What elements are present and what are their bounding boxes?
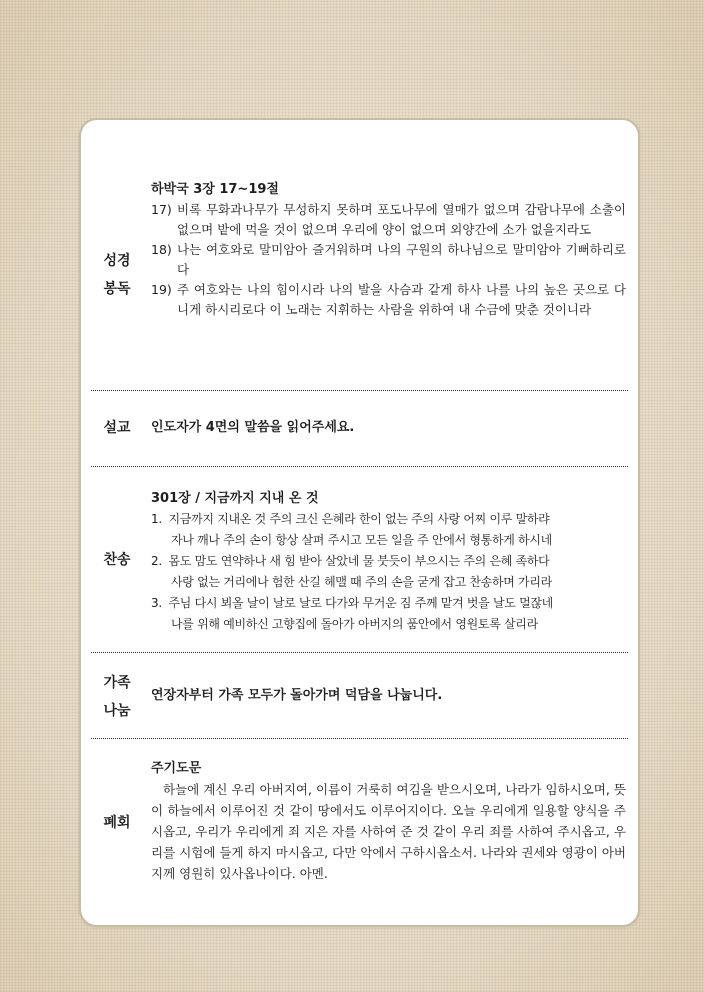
hymn-verse [151, 551, 626, 593]
prayer-title: 주기도문 [151, 761, 202, 776]
section-sermon [81, 391, 638, 466]
hymn-line-text: 주님 다시 뵈올 날이 날로 날로 다가와 무거운 짐 주께 맡겨 벗을 날도 멀잖네 [168, 596, 553, 610]
hymn-verse [151, 509, 626, 551]
hymn-line [151, 509, 626, 530]
section-closing [81, 739, 638, 924]
verse-text: 나는 여호와로 말미암아 즐거워하며 나의 구원의 하나님으로 말미암아 기뻐하리로다 [177, 242, 626, 277]
label-top: 성경 [103, 253, 131, 269]
hymn-line [151, 551, 626, 572]
verse-item [151, 240, 626, 280]
section-scripture-reading [81, 120, 638, 390]
hymn-title: 301장 / 지금까지 지내 온 것 [151, 491, 319, 506]
hymn-verse-number: 1. [151, 512, 162, 526]
hymn-line-text: 사랑 없는 거리에나 험한 산길 헤맬 때 주의 손을 굳게 잡고 찬송하며 가리라 [171, 575, 552, 589]
section-label: 찬송 [103, 552, 131, 568]
label-bottom: 봉독 [103, 281, 131, 297]
lords-prayer-text: 하늘에 계신 우리 아버지여, 이름이 거룩히 여김을 받으시오며, 나라가 임하시오며, 뜻이 하늘에서 이루어진 것 같이 땅에서도 이루어지이다. 오늘 우리에게 일용할 양식을 주시옵고, 우리가 우리에게 죄 지은 자를 사하여 준 것 같이 우리 죄를 사하여 주시옵고, 우리를 시험에 들게 하지 마시옵고, 다만 악에서 구하시옵소서. 나라와 권세와 영광이 아버지께 영원히 있사옵나이다. 아멘. [151, 782, 626, 881]
verse-item [151, 200, 626, 240]
hymn-line-text: 자나 깨나 주의 손이 항상 살펴 주시고 모든 일을 주 안에서 형통하게 하시네 [171, 533, 552, 547]
scripture-reference: 하박국 3장 17~19절 [151, 182, 279, 197]
verse-text: 비록 무화과나무가 무성하지 못하며 포도나무에 열매가 없으며 감람나무에 소출이 없으며 밭에 먹을 것이 없으며 우리에 양이 없으며 외양간에 소가 없을지라도 [177, 202, 626, 237]
verse-number: 19) [151, 282, 172, 297]
worship-card [79, 118, 640, 927]
hymn-line-text: 지금까지 지내온 것 주의 크신 은혜라 한이 없는 주의 사랑 어찌 이루 말하랴 [168, 512, 550, 526]
section-label [87, 247, 147, 303]
section-label: 폐회 [103, 815, 131, 831]
section-label: 설교 [103, 420, 131, 436]
hymn-verse-number: 3. [151, 596, 162, 610]
verse-number: 17) [151, 202, 172, 217]
verse-number: 18) [151, 242, 172, 257]
section-label [87, 669, 147, 725]
label-top: 가족 [103, 675, 131, 691]
section-hymn [81, 467, 638, 652]
section-family-sharing [81, 653, 638, 738]
hymn-verse [151, 593, 626, 635]
hymn-line-text: 나를 위해 예비하신 고향집에 돌아가 아버지의 품안에서 영원토록 살리라 [171, 617, 538, 631]
section-content [151, 489, 626, 635]
sermon-instruction: 인도자가 4면의 말씀을 읽어주세요. [151, 420, 355, 435]
verse-item [151, 280, 626, 320]
hymn-line [151, 593, 626, 614]
hymn-verse-number: 2. [151, 554, 162, 568]
section-content [151, 759, 626, 884]
section-content [151, 180, 626, 320]
family-instruction: 연장자부터 가족 모두가 돌아가며 덕담을 나눕니다. [151, 688, 443, 703]
verse-text: 주 여호와는 나의 힘이시라 나의 발을 사슴과 같게 하사 나를 나의 높은 곳으로 다니게 하시리로다 이 노래는 지휘하는 사람을 위하여 내 수금에 맞춘 것이니라 [177, 282, 626, 317]
hymn-line-text: 몸도 맘도 연약하나 새 힘 받아 살았네 물 붓듯이 부으시는 주의 은혜 족하다 [168, 554, 550, 568]
label-bottom: 나눔 [103, 703, 131, 719]
